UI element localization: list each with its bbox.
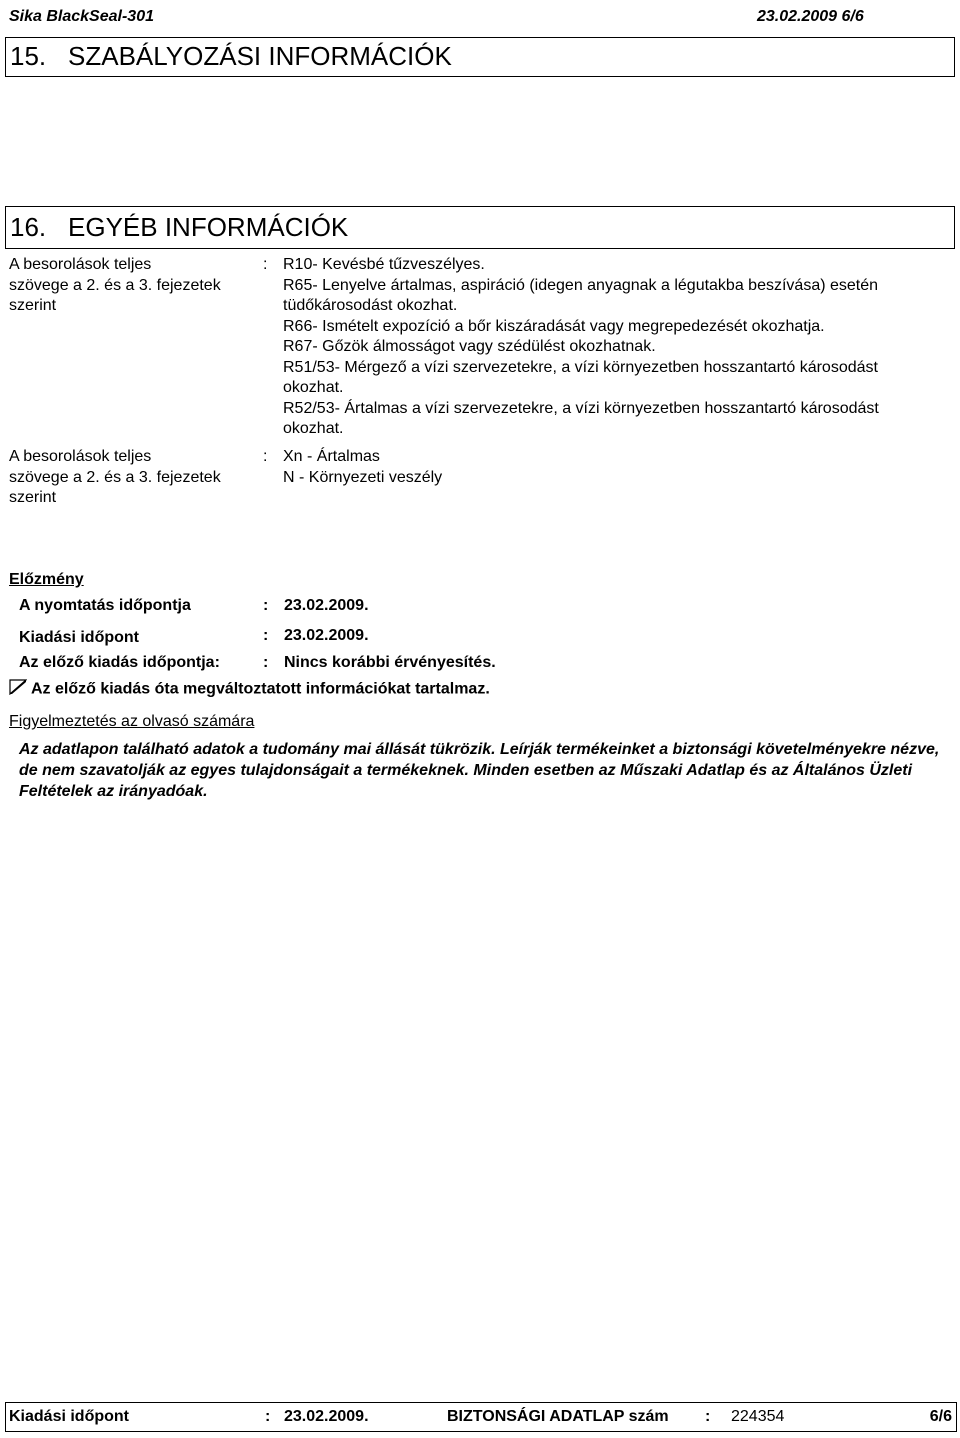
product-name: Sika BlackSeal-301 (9, 8, 154, 25)
previous-issue-value: Nincs korábbi érvényesítés. (284, 654, 496, 671)
colon: : (263, 597, 269, 614)
r-phrase-line: R10- Kevésbé tűzveszélyes. (283, 256, 485, 273)
change-note-text: Az előző kiadás óta megváltoztatott információkat tartalmaz. (31, 680, 490, 698)
colon: : (263, 654, 269, 671)
hazard-symbols-list (283, 447, 948, 488)
label-line: szerint (9, 297, 57, 314)
change-note (9, 679, 490, 700)
section-number: 15. (10, 41, 47, 71)
hazard-symbol-line: N - Környezeti veszély (283, 468, 443, 486)
r-phrase-line: okozhat. (283, 420, 344, 437)
r-phrase-line: R51/53- Mérgező a vízi szervezetekre, a vízi környezetben hosszantartó károsodást (283, 358, 878, 376)
footer-issue-date: 23.02.2009. (284, 1408, 369, 1425)
label-line: A besorolások teljes (9, 448, 152, 465)
hazard-symbol-line: Xn - Ártalmas (283, 448, 380, 465)
colon: : (263, 256, 268, 273)
page-footer (5, 1402, 957, 1432)
label-line: szövege a 2. és a 3. fejezetek (9, 276, 221, 294)
section-title-text: SZABÁLYOZÁSI INFORMÁCIÓK (68, 41, 452, 71)
label-line: A besorolások teljes (9, 256, 152, 273)
r-phrase-line: R65- Lenyelve ártalmas, aspiráció (idegen anyagnak a légutakba beszívása) esetén (283, 276, 879, 294)
r-phrase-line: tüdőkárosodást okozhat. (283, 297, 458, 314)
page-header (9, 5, 954, 27)
footer-issue-label: Kiadási időpont (9, 1408, 129, 1425)
notice-text: Az adatlapon található adatok a tudomány mai állását tükrözik. Leírják termékeinket a biztonsági követelményekre nézve, de nem szavatolják az egyes tulajdonságait a termékeknek. Minden esetben az Műszaki Adatlap és az Általános Üzleti Feltételek az irányadóak. (19, 741, 940, 800)
section-title-text: EGYÉB INFORMÁCIÓK (68, 212, 349, 242)
section-16-title (5, 206, 955, 249)
issue-date-label: Kiadási időpont (19, 629, 139, 646)
print-date-label: A nyomtatás időpontja (19, 597, 191, 614)
footer-page-number: 6/6 (929, 1408, 952, 1425)
colon: : (705, 1408, 711, 1425)
colon: : (265, 1408, 271, 1425)
issue-date-value: 23.02.2009. (284, 627, 369, 644)
r-phrase-line: R66- Ismételt expozíció a bőr kiszáradását vagy megrepedezését okozhatja. (283, 317, 825, 335)
section-number: 16. (10, 212, 47, 242)
classification-symbol-label (9, 447, 221, 509)
notice-heading: Figyelmeztetés az olvasó számára (9, 713, 255, 730)
classification-r-label (9, 255, 221, 317)
r-phrase-line: R67- Gőzök álmosságot vagy szédülést okozhatnak. (283, 338, 656, 355)
r-phrase-line: okozhat. (283, 379, 344, 396)
change-marker-icon (9, 679, 27, 700)
previous-issue-label: Az előző kiadás időpontja: (19, 654, 220, 671)
label-line: szerint (9, 489, 57, 506)
footer-sds-label: BIZTONSÁGI ADATLAP szám (447, 1408, 669, 1425)
history-heading: Előzmény (9, 571, 84, 588)
print-date-value: 23.02.2009. (284, 597, 369, 614)
colon: : (263, 448, 268, 465)
colon: : (263, 627, 269, 644)
header-date-page: 23.02.2009 6/6 (757, 8, 864, 25)
section-15-title (5, 37, 955, 77)
footer-sds-number: 224354 (731, 1408, 785, 1425)
r-phrases-list (283, 255, 948, 440)
r-phrase-line: R52/53- Ártalmas a vízi szervezetekre, a vízi környezetben hosszantartó károsodást (283, 399, 879, 417)
label-line: szövege a 2. és a 3. fejezetek (9, 468, 221, 486)
